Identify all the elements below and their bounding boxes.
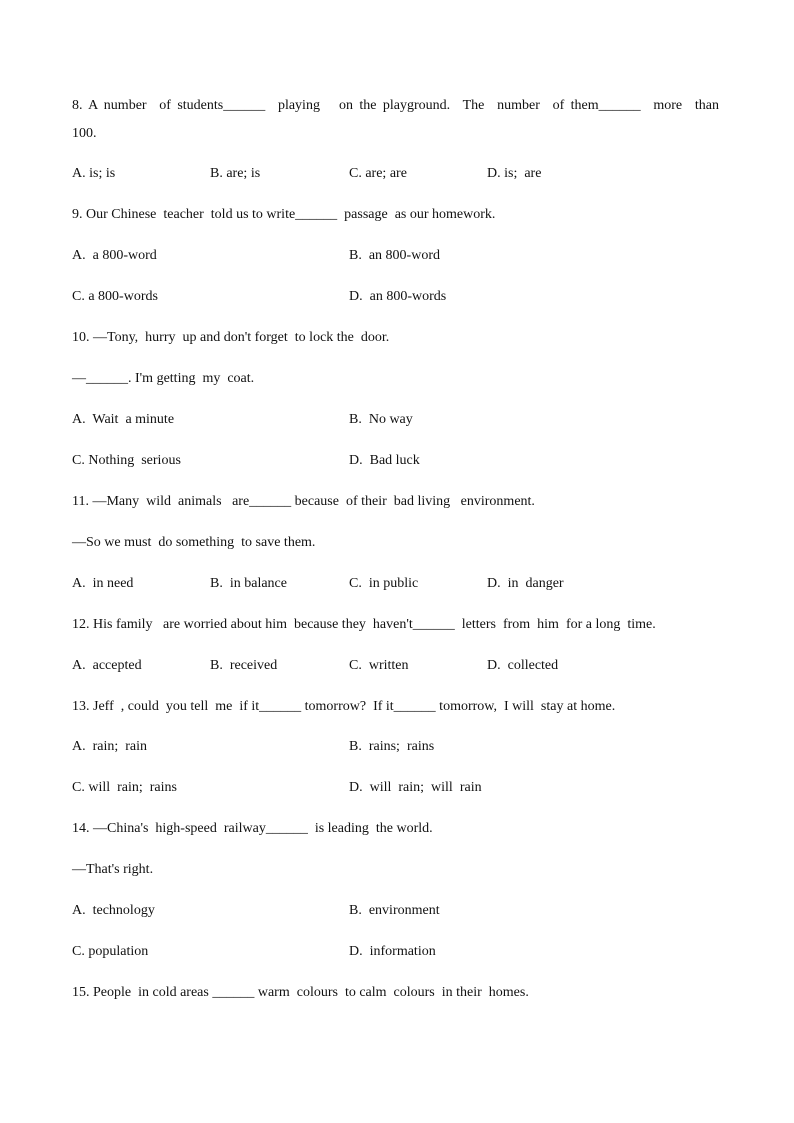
question-10-stem-line-1: 10. —Tony, hurry up and don't forget to lock the door. [72, 330, 390, 345]
question-9-option-c[interactable]: C. a 800-words [72, 289, 158, 304]
question-12-option-c[interactable]: C. written [349, 658, 409, 673]
question-8-option-c[interactable]: C. are; are [349, 166, 407, 181]
question-9-stem: 9. Our Chinese teacher told us to write______ passage as our homework. [72, 207, 496, 222]
question-9-option-a[interactable]: A. a 800-word [72, 248, 157, 263]
question-14-option-b[interactable]: B. environment [349, 903, 440, 918]
question-14-option-a[interactable]: A. technology [72, 903, 155, 918]
question-9-option-d[interactable]: D. an 800-words [349, 289, 447, 304]
question-11-option-d[interactable]: D. in danger [487, 576, 564, 591]
question-14-stem-line-2: —That's right. [72, 862, 154, 877]
question-10-option-b[interactable]: B. No way [349, 412, 413, 427]
question-11-option-a[interactable]: A. in need [72, 576, 134, 591]
question-14-stem-line-1: 14. —China's high-speed railway______ is leading the world. [72, 821, 433, 836]
question-12-option-d[interactable]: D. collected [487, 658, 559, 673]
question-8-stem-line-2: 100. [72, 126, 97, 141]
question-10-stem-line-2: —______. I'm getting my coat. [72, 371, 255, 386]
question-13-stem: 13. Jeff , could you tell me if it______ tomorrow? If it______ tomorrow, I will stay at home. [72, 699, 616, 714]
question-13-option-d[interactable]: D. will rain; will rain [349, 780, 482, 795]
question-8-option-b[interactable]: B. are; is [210, 166, 261, 181]
question-8-stem-line-1: 8. A number of students______ playing on the playground. The number of them______ more than [72, 98, 719, 113]
question-11-stem-line-1: 11. —Many wild animals are______ because of their bad living environment. [72, 494, 535, 509]
question-13-option-a[interactable]: A. rain; rain [72, 739, 148, 754]
question-15-stem: 15. People in cold areas ______ warm colours to calm colours in their homes. [72, 985, 529, 1000]
question-10-option-d[interactable]: D. Bad luck [349, 453, 420, 468]
question-11-option-b[interactable]: B. in balance [210, 576, 287, 591]
question-8-option-d[interactable]: D. is; are [487, 166, 542, 181]
question-12-stem: 12. His family are worried about him because they haven't______ letters from him for a long time. [72, 617, 656, 632]
question-13-option-c[interactable]: C. will rain; rains [72, 780, 177, 795]
question-12-option-b[interactable]: B. received [210, 658, 278, 673]
question-14-option-d[interactable]: D. information [349, 944, 436, 959]
question-10-option-a[interactable]: A. Wait a minute [72, 412, 175, 427]
question-12-option-a[interactable]: A. accepted [72, 658, 142, 673]
question-11-option-c[interactable]: C. in public [349, 576, 419, 591]
question-13-option-b[interactable]: B. rains; rains [349, 739, 435, 754]
question-8-option-a[interactable]: A. is; is [72, 166, 116, 181]
question-14-option-c[interactable]: C. population [72, 944, 149, 959]
question-11-stem-line-2: —So we must do something to save them. [72, 535, 316, 550]
question-9-option-b[interactable]: B. an 800-word [349, 248, 440, 263]
question-10-option-c[interactable]: C. Nothing serious [72, 453, 181, 468]
